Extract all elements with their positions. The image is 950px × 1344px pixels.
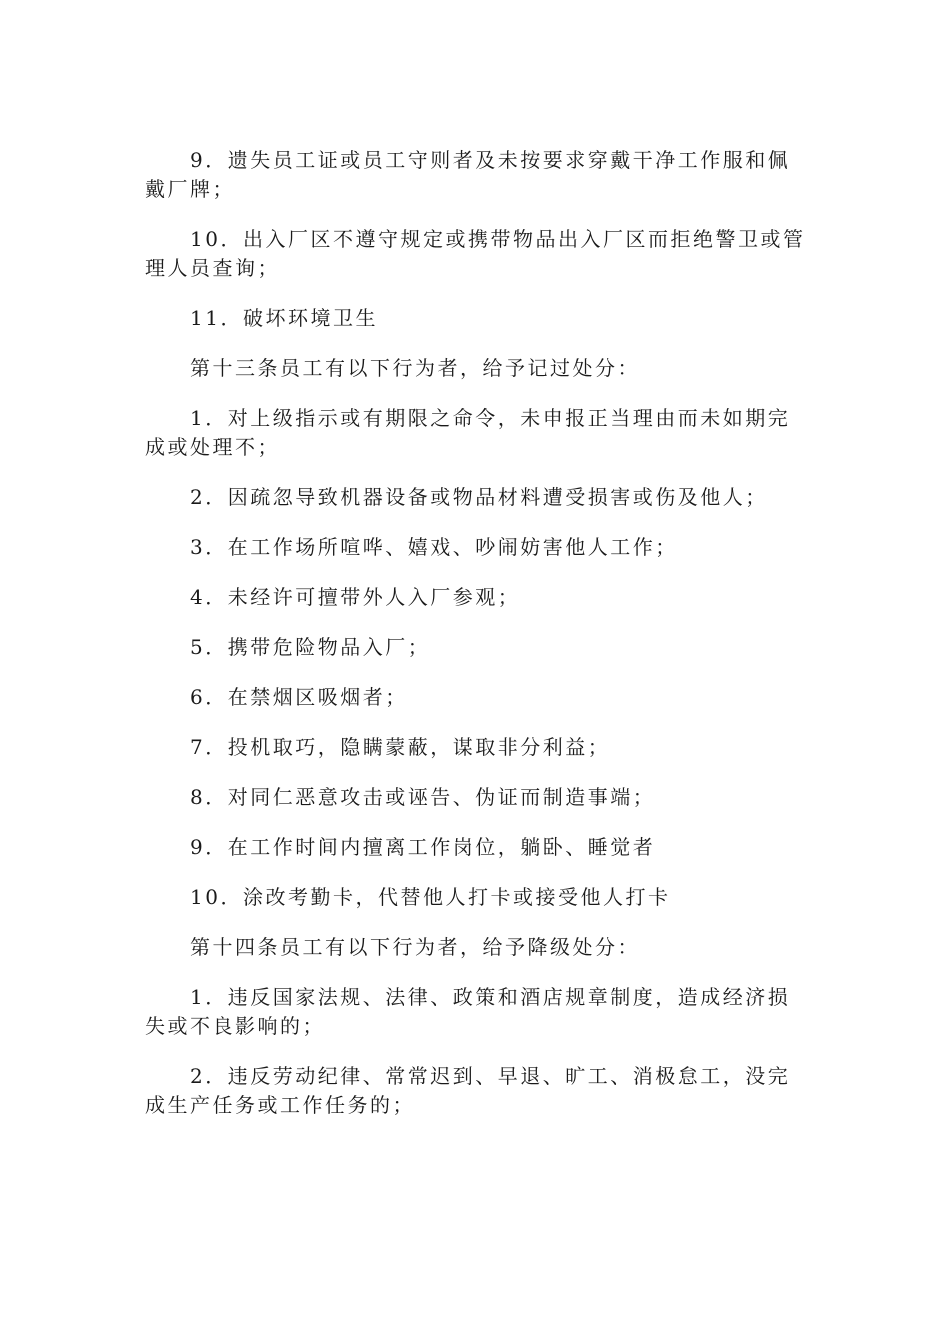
article-13-heading: 第十三条员工有以下行为者，给予记过处分：: [190, 356, 640, 380]
paragraph-item-2-negligence: 2．因疏忽导致机器设备或物品材料遭受损害或伤及他人；: [190, 485, 768, 509]
paragraph-item-3-noise: 3．在工作场所喧哗、嬉戏、吵闹妨害他人工作；: [190, 535, 678, 559]
paragraph-item-11-environment: 11．破坏环境卫生: [190, 306, 378, 330]
paragraph-item-1-violations: 1．违反国家法规、法律、政策和酒店规章制度，造成经济损失或不良影响的；: [145, 985, 791, 1038]
paragraph-item-10-entry-exit: 10．出入厂区不遵守规定或携带物品出入厂区而拒绝警卫或管理人员查询；: [145, 227, 806, 280]
paragraph-item-2-discipline: 2．违反劳动纪律、常常迟到、早退、旷工、消极怠工，没完成生产任务或工作任务的；: [145, 1064, 791, 1117]
article-14-heading: 第十四条员工有以下行为者，给予降级处分：: [190, 935, 640, 959]
paragraph-item-10-timecard: 10．涂改考勤卡，代替他人打卡或接受他人打卡: [190, 885, 671, 909]
paragraph-item-7-opportunism: 7．投机取巧，隐瞒蒙蔽，谋取非分利益；: [190, 735, 611, 759]
paragraph-item-5-dangerous-goods: 5．携带危险物品入厂；: [190, 635, 431, 659]
paragraph-item-9-lost-badge: 9．遗失员工证或员工守则者及未按要求穿戴干净工作服和佩戴厂牌；: [145, 148, 791, 201]
paragraph-item-4-visitors: 4．未经许可擅带外人入厂参观；: [190, 585, 521, 609]
paragraph-item-6-smoking: 6．在禁烟区吸烟者；: [190, 685, 408, 709]
paragraph-item-8-false-accusation: 8．对同仁恶意攻击或诬告、伪证而制造事端；: [190, 785, 656, 809]
paragraph-item-1-orders: 1．对上级指示或有期限之命令，未申报正当理由而未如期完成或处理不；: [145, 406, 791, 459]
document-body: [145, 146, 807, 1141]
paragraph-item-9-leaving-post: 9．在工作时间内擅离工作岗位，躺卧、睡觉者: [190, 835, 656, 859]
